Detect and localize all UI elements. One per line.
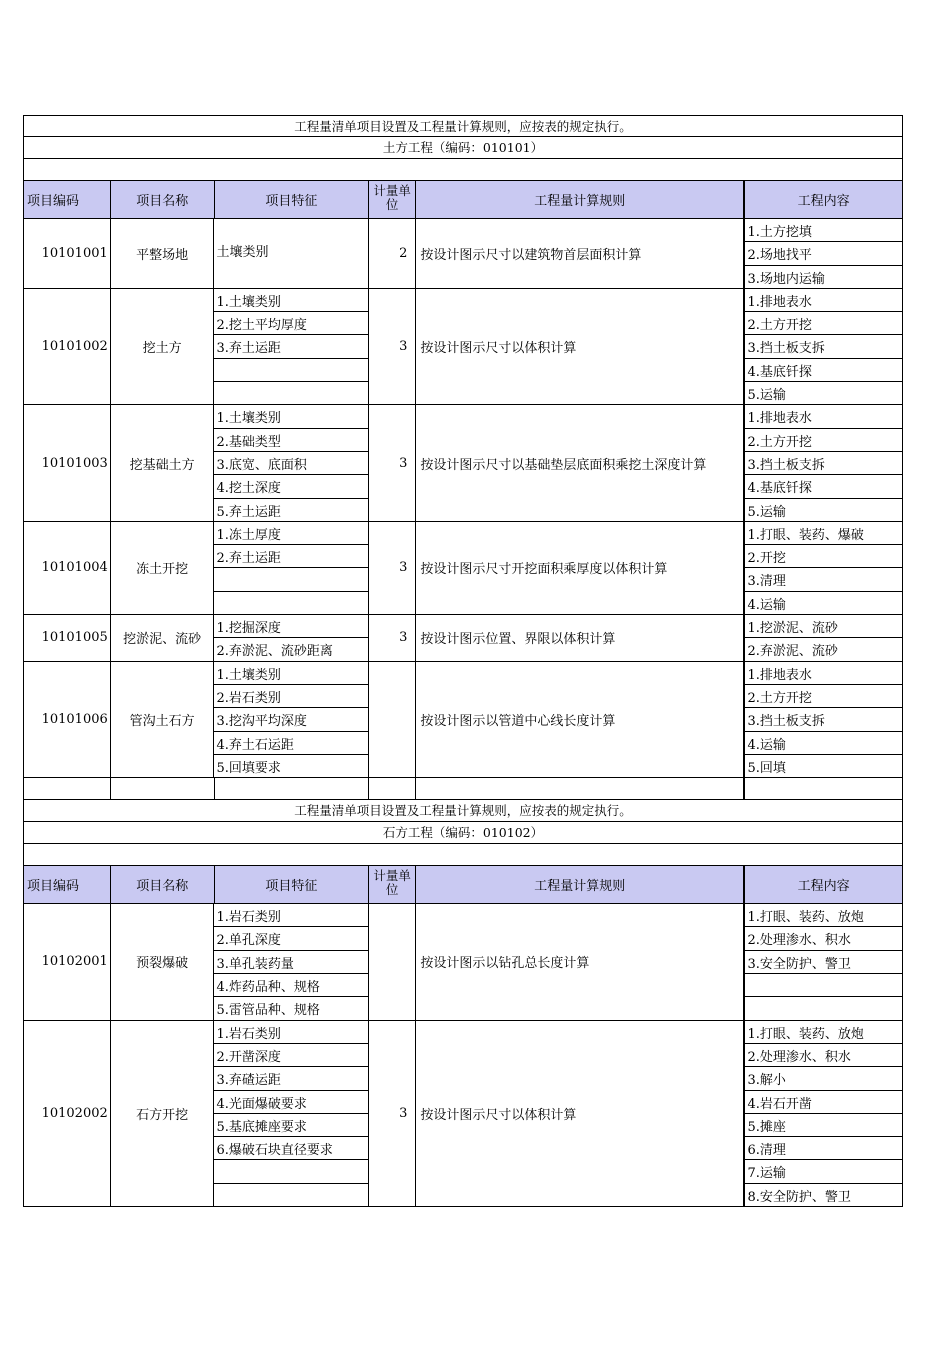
header-content: 工程内容 [745, 866, 902, 903]
item-name: 挖淤泥、流砂 [111, 615, 215, 661]
content-line: 5.摊座 [745, 1114, 902, 1137]
content-line: 4.岩石开凿 [745, 1091, 902, 1114]
content-line: 6.清理 [745, 1137, 902, 1160]
item-unit [369, 662, 416, 778]
feature-line: 土壤类别 [216, 245, 269, 261]
content-line: 5.运输 [747, 504, 786, 520]
feature-line: 3.底宽、底面积 [214, 452, 368, 475]
item-unit: 2 [369, 219, 416, 288]
header-name: 项目名称 [111, 866, 215, 903]
feature-line: 1.冻土厚度 [214, 522, 368, 545]
item-code: 10101004 [24, 522, 111, 614]
content-line: 5.回填 [747, 760, 786, 776]
content-line: 2.土方开挖 [745, 429, 902, 452]
item-code: 10101006 [24, 662, 111, 778]
table-row [23, 662, 903, 779]
feature-line: 5.基底摊座要求 [214, 1114, 368, 1137]
feature-line: 2.挖土平均厚度 [214, 312, 368, 335]
item-unit: 3 [369, 615, 416, 661]
content-line: 3.场地内运输 [747, 271, 825, 287]
content-line: 3.解小 [745, 1067, 902, 1090]
content-line: 3.安全防护、警卫 [745, 951, 902, 974]
item-features [214, 289, 369, 405]
feature-line [214, 382, 368, 405]
item-unit: 3 [369, 289, 416, 405]
feature-line [214, 1160, 368, 1183]
content-line: 4.运输 [747, 597, 786, 613]
header-rule: 工程量计算规则 [416, 866, 745, 903]
table-row [23, 615, 903, 662]
item-unit: 3 [369, 522, 416, 614]
feature-line: 2.基础类型 [214, 429, 368, 452]
feature-line: 1.土壤类别 [214, 405, 368, 428]
item-unit: 3 [369, 1021, 416, 1206]
feature-line: 4.光面爆破要求 [214, 1091, 368, 1114]
item-rows [23, 219, 903, 778]
header-features: 项目特征 [215, 181, 370, 218]
item-name: 冻土开挖 [111, 522, 215, 614]
feature-line: 5.弃土运距 [216, 504, 281, 520]
header-features: 项目特征 [215, 866, 370, 903]
feature-line [214, 359, 368, 382]
feature-line: 5.雷管品种、规格 [216, 1003, 320, 1019]
item-features [214, 1021, 369, 1206]
item-contents [745, 615, 902, 661]
item-contents [745, 1021, 902, 1206]
feature-line: 1.土壤类别 [214, 289, 368, 312]
item-code: 10101002 [24, 289, 111, 405]
item-code: 10101005 [24, 615, 111, 661]
feature-line: 3.单孔装药量 [214, 951, 368, 974]
feature-line: 5.回填要求 [216, 760, 281, 776]
header-code: 项目编码 [24, 181, 111, 218]
item-rule: 按设计图示尺寸以建筑物首层面积计算 [416, 219, 745, 288]
section-title: 工程量清单项目设置及工程量计算规则，应按表的规定执行。 [23, 115, 903, 137]
feature-line: 2.单孔深度 [214, 927, 368, 950]
table-row [23, 289, 903, 406]
feature-line: 2.开凿深度 [214, 1044, 368, 1067]
content-line: 2.开挖 [745, 545, 902, 568]
content-line: 2.处理渗水、积水 [745, 927, 902, 950]
content-line: 3.挡土板支拆 [745, 708, 902, 731]
content-line: 1.打眼、装药、放炮 [745, 904, 902, 927]
feature-line: 4.挖土深度 [214, 475, 368, 498]
item-features [214, 522, 369, 614]
item-name: 管沟土石方 [111, 662, 215, 778]
section-subtitle: 石方工程（编码：010102） [23, 822, 903, 844]
feature-line: 3.弃碴运距 [214, 1067, 368, 1090]
empty-row [23, 778, 903, 800]
content-line [745, 974, 902, 997]
item-contents [745, 405, 902, 521]
feature-line [214, 568, 368, 591]
header-unit: 计量单位 [369, 181, 416, 218]
item-name: 预裂爆破 [111, 904, 215, 1020]
item-features [214, 405, 369, 521]
feature-line: 1.挖掘深度 [214, 615, 368, 638]
item-contents [745, 289, 902, 405]
item-rule: 按设计图示以钻孔总长度计算 [416, 904, 745, 1020]
header-row [23, 181, 903, 219]
header-row [23, 866, 903, 904]
content-line: 7.运输 [745, 1160, 902, 1183]
item-code: 10102002 [24, 1021, 111, 1206]
table-row [23, 405, 903, 522]
content-line: 5.运输 [747, 388, 786, 404]
item-name: 平整场地 [111, 219, 215, 288]
item-name: 石方开挖 [111, 1021, 215, 1206]
content-line: 4.基底钎探 [745, 359, 902, 382]
section-subtitle: 土方工程（编码：010101） [23, 137, 903, 159]
feature-line: 2.岩石类别 [214, 685, 368, 708]
table-row [23, 219, 903, 289]
item-unit [369, 904, 416, 1020]
feature-line [214, 592, 368, 615]
item-rule: 按设计图示以管道中心线长度计算 [416, 662, 745, 778]
item-rows [23, 904, 903, 1207]
feature-line: 6.爆破石块直径要求 [214, 1137, 368, 1160]
feature-line [214, 1184, 368, 1207]
item-rule: 按设计图示尺寸开挖面积乘厚度以体积计算 [416, 522, 745, 614]
content-line: 2.弃淤泥、流砂 [747, 644, 838, 660]
item-features [214, 662, 369, 778]
feature-line: 2.弃土运距 [214, 545, 368, 568]
feature-line: 1.岩石类别 [214, 904, 368, 927]
content-line: 1.挖淤泥、流砂 [745, 615, 902, 638]
content-line: 3.清理 [745, 568, 902, 591]
item-code: 10101001 [24, 219, 111, 288]
content-line: 4.运输 [745, 732, 902, 755]
item-contents [745, 522, 902, 614]
table-row [23, 1021, 903, 1207]
content-line: 1.排地表水 [745, 405, 902, 428]
content-line: 1.排地表水 [745, 662, 902, 685]
content-line: 4.基底钎探 [745, 475, 902, 498]
item-rule: 按设计图示位置、界限以体积计算 [416, 615, 745, 661]
blank-row [23, 159, 903, 181]
item-name: 挖基础土方 [111, 405, 215, 521]
feature-line: 4.炸药品种、规格 [214, 974, 368, 997]
item-code: 10101003 [24, 405, 111, 521]
header-unit: 计量单位 [369, 866, 416, 903]
item-features [214, 219, 369, 288]
feature-line: 1.岩石类别 [214, 1021, 368, 1044]
content-line [745, 997, 902, 1020]
content-line: 1.打眼、装药、放炮 [745, 1021, 902, 1044]
content-line: 1.排地表水 [745, 289, 902, 312]
item-name: 挖土方 [111, 289, 215, 405]
table-row [23, 522, 903, 615]
item-features [214, 904, 369, 1020]
section-title: 工程量清单项目设置及工程量计算规则，应按表的规定执行。 [23, 800, 903, 822]
item-rule: 按设计图示尺寸以基础垫层底面积乘挖土深度计算 [416, 405, 745, 521]
item-rule: 按设计图示尺寸以体积计算 [416, 289, 745, 405]
content-line: 1.土方挖填 [745, 219, 902, 242]
content-line: 2.场地找平 [745, 242, 902, 265]
content-line: 2.土方开挖 [745, 312, 902, 335]
blank-row [23, 844, 903, 866]
header-code: 项目编码 [24, 866, 111, 903]
content-line: 3.挡土板支拆 [745, 452, 902, 475]
item-contents [745, 219, 902, 288]
item-code: 10102001 [24, 904, 111, 1020]
spreadsheet [23, 115, 903, 1207]
feature-line: 1.土壤类别 [214, 662, 368, 685]
item-contents [745, 904, 902, 1020]
content-line: 1.打眼、装药、爆破 [745, 522, 902, 545]
content-line: 2.处理渗水、积水 [745, 1044, 902, 1067]
header-rule: 工程量计算规则 [416, 181, 745, 218]
content-line: 8.安全防护、警卫 [747, 1189, 851, 1205]
feature-line: 4.弃土石运距 [214, 732, 368, 755]
content-line: 3.挡土板支拆 [745, 335, 902, 358]
feature-line: 2.弃淤泥、流砂距离 [216, 644, 333, 660]
table-row [23, 904, 903, 1021]
item-unit: 3 [369, 405, 416, 521]
item-contents [745, 662, 902, 778]
feature-line: 3.挖沟平均深度 [214, 708, 368, 731]
item-rule: 按设计图示尺寸以体积计算 [416, 1021, 745, 1206]
header-name: 项目名称 [111, 181, 215, 218]
item-features [214, 615, 369, 661]
content-line: 2.土方开挖 [745, 685, 902, 708]
header-content: 工程内容 [745, 181, 902, 218]
feature-line: 3.弃土运距 [214, 335, 368, 358]
